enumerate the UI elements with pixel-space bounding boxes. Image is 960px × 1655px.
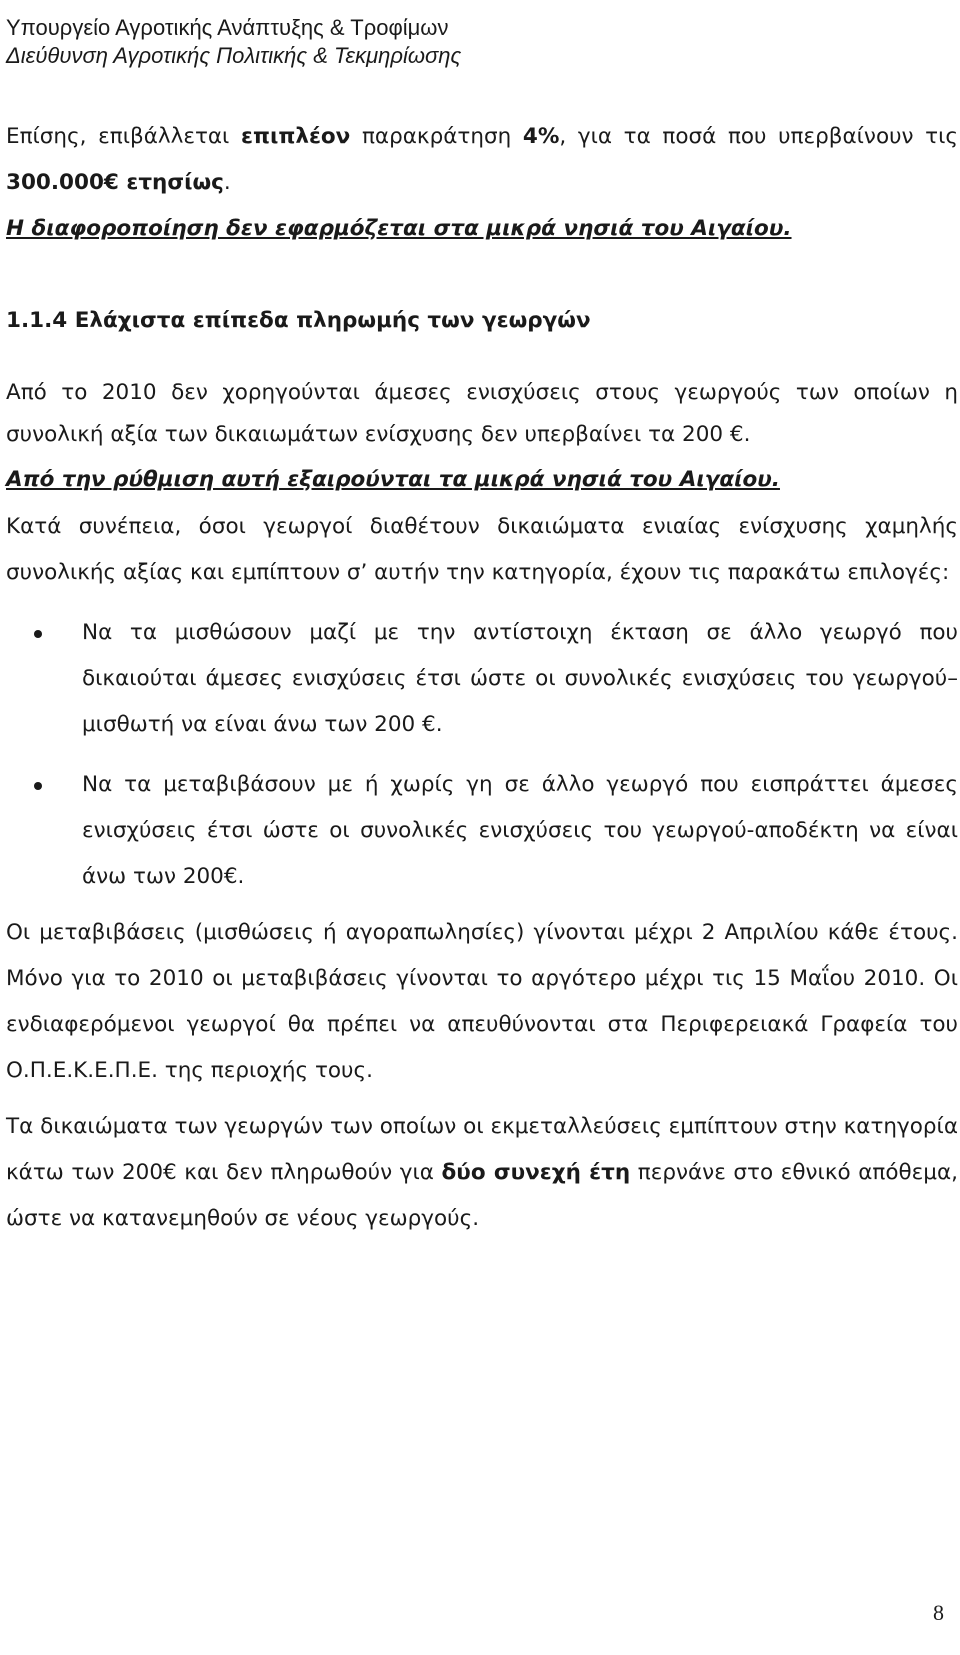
bold-text: 300.000€ ετησίως [6, 170, 224, 195]
document-body [6, 114, 958, 1242]
emphasis-text: Η διαφοροποίηση δεν εφαρμόζεται στα μικρά νησιά του Αιγαίου. [6, 216, 792, 241]
section-heading: 1.1.4 Ελάχιστα επίπεδα πληρωμής των γεωργών [6, 308, 591, 333]
text: παρακράτηση [350, 124, 523, 149]
page-header [6, 14, 461, 70]
paragraph-min-payment: Από το 2010 δεν χορηγούνται άμεσες ενισχύσεις στους γεωργούς των οποίων η συνολική αξία των δικαιωμάτων ενίσχυσης δεν υπερβαίνει τα 200 €. [6, 380, 958, 447]
text: Τα δικαιώματα των γεωργών των οποίων οι εκμεταλλεύσεις εμπίπτουν στην κατηγορία κάτω των 200€ και δεν πληρωθούν για [6, 1114, 958, 1185]
list-item-text: Να τα μεταβιβάσουν με ή χωρίς γη σε άλλο γεωργό που εισπράττει άμεσες ενισχύσεις έτσι ώστε οι συνολικές ενισχύσεις του γεωργού-αποδέκτη να είναι άνω των 200€. [82, 772, 958, 889]
text: , για τα ποσά που υπερβαίνουν τις [559, 124, 959, 149]
paragraph-national-reserve [6, 1104, 958, 1242]
page-number: 8 [933, 1600, 944, 1625]
emphasis-text: Από την ρύθμιση αυτή εξαιρούνται τα μικρά νησιά του Αιγαίου. [6, 467, 780, 492]
list-item-text: Να τα μισθώσουν μαζί με την αντίστοιχη έκταση σε άλλο γεωργό που δικαιούται άμεσες ενισχύσεις έτσι ώστε οι συνολικές ενισχύσεις του γεωργού– μισθωτή να είναι άνω των 200 €. [82, 620, 958, 737]
list-item [6, 610, 958, 748]
list-item [6, 762, 958, 900]
note-islands-exemption-2 [6, 456, 958, 504]
text: . [223, 170, 231, 195]
header-ministry: Υπουργείο Αγροτικής Ανάπτυξης & Τροφίμων [6, 15, 449, 40]
bullet-icon [34, 782, 42, 790]
text: Επίσης, επιβάλλεται [6, 124, 241, 149]
paragraph-transfers: Οι μεταβιβάσεις (μισθώσεις ή αγοραπωλησίες) γίνονται μέχρι 2 Απριλίου κάθε έτους. Μόνο για το 2010 οι μεταβιβάσεις γίνονται το αργότερο μέχρι τις 15 Μαΐου 2010. Οι ενδιαφερόμενοι γεωργοί θα πρέπει να απευθύνονται στα Περιφερειακά Γραφεία του Ο.Π.Ε.Κ.Ε.Π.Ε. της περιοχής τους. [6, 920, 958, 1083]
bold-text: δύο συνεχή έτη [441, 1160, 631, 1185]
bullet-icon [34, 630, 42, 638]
paragraph-consequence: Κατά συνέπεια, όσοι γεωργοί διαθέτουν δικαιώματα ενιαίας ενίσχυσης χαμηλής συνολικής αξίας και εμπίπτουν σ’ αυτήν την κατηγορία, έχουν τις παρακάτω επιλογές: [6, 514, 958, 585]
paragraph-withholding [6, 114, 958, 206]
options-list [6, 610, 958, 900]
header-directorate: Διεύθυνση Αγροτικής Πολιτικής & Τεκμηρίωσης [6, 43, 462, 68]
note-islands-exemption [6, 206, 958, 252]
bold-text: επιπλέον [240, 124, 351, 149]
bold-text: 4% [522, 124, 560, 149]
text: περνάνε στο εθνικό απόθεμα, ώστε να κατανεμηθούν σε νέους γεωργούς. [6, 1160, 958, 1231]
